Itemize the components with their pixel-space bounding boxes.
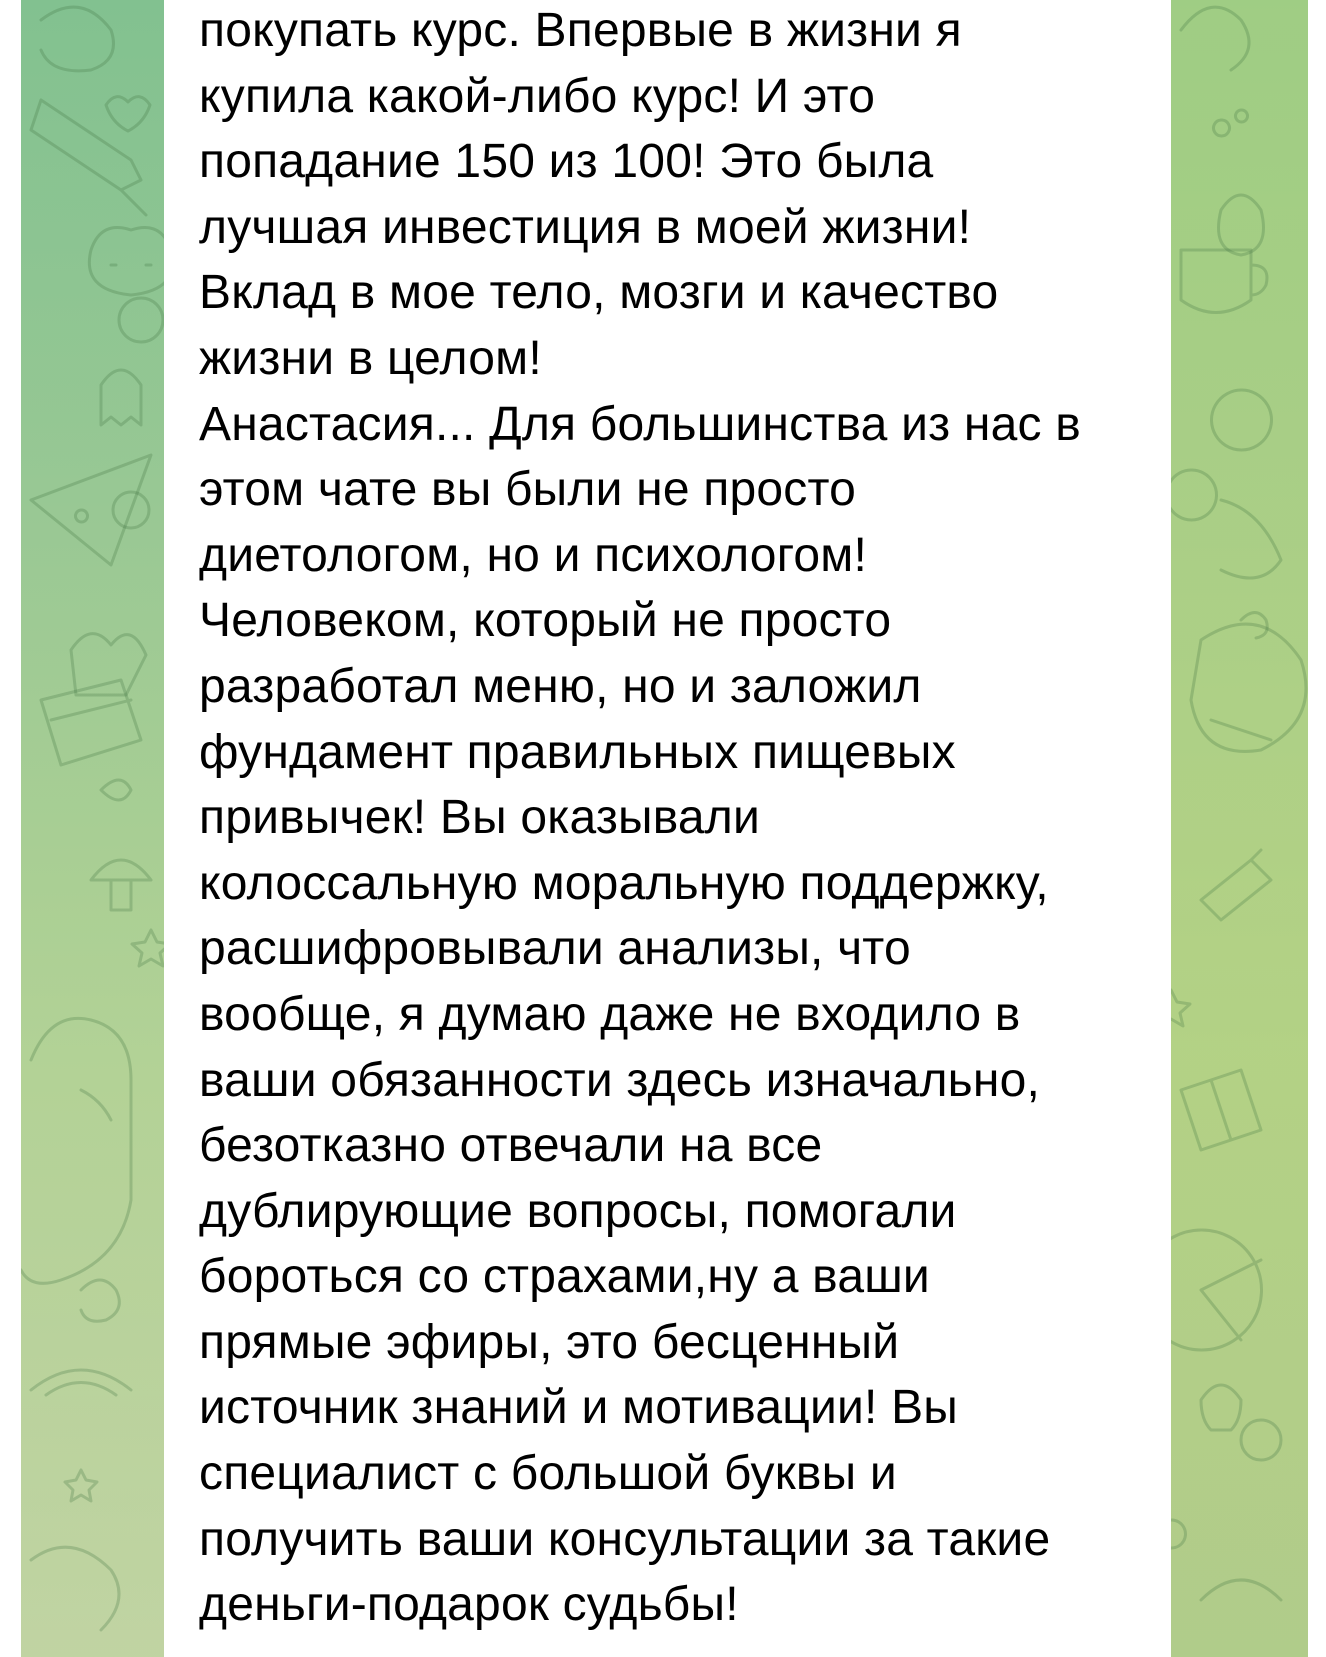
doodle-cup-icon <box>1181 250 1267 313</box>
doodle-planet-icon <box>41 7 114 71</box>
doodle-balloon-icon <box>1191 624 1306 751</box>
doodle-cup-icon <box>71 634 146 695</box>
doodle-curve-icon <box>31 1547 119 1630</box>
doodle-cookie-icon <box>1212 390 1272 450</box>
doodle-gift-icon <box>1181 1070 1261 1150</box>
doodle-bulb-icon <box>1201 1385 1241 1430</box>
doodle-swirl-icon <box>81 1280 119 1321</box>
doodle-cake-icon <box>41 680 141 765</box>
doodle-star-icon <box>65 1470 97 1501</box>
doodle-pizza-icon <box>31 455 151 565</box>
doodle-cat-icon <box>89 228 172 296</box>
doodle-dino-icon <box>21 1018 131 1283</box>
doodle-target-icon <box>1241 1420 1281 1460</box>
doodle-rainbow-icon <box>31 1370 131 1395</box>
doodle-pencil-icon <box>31 100 146 215</box>
message-text: покупать курс. Впервые в жизни я купила какой-либо курс! И это попадание 150 из 100! Это была лучшая инвестиция в моей жизни! Вклад в мое тело, мозги и качество жизни в целом! Анастасия... Для большинства из нас в этом чате вы были не просто диетологом, но и психологом! Человеком, который не просто разработал меню, но и заложил фундамент правильных пищевых привычек! Вы оказывали колоссальную моральную поддержку, расшифровывали анализы, что вообще, я думаю даже не входило в ваши обязанности здесь изначально, безотказно отвечали на все дублирующие вопросы, помогали бороться со страхами,ну а ваши прямые эфиры, это бесценный источник знаний и мотивации! Вы специалист с большой буквы и получить ваши консультации за такие деньги-подарок судьбы! <box>199 4 1081 1632</box>
doodle-paw-icon <box>1214 110 1248 136</box>
doodle-astronaut-icon <box>1167 470 1281 578</box>
doodle-leaf-icon <box>101 780 131 800</box>
doodle-mushroom-icon <box>91 860 151 910</box>
doodle-bottle-icon <box>1201 850 1271 920</box>
doodle-ghost-icon <box>101 370 141 425</box>
doodle-ring-icon <box>119 298 163 342</box>
doodle-egg-icon <box>1219 195 1264 255</box>
doodle-heart-icon <box>106 97 150 131</box>
doodle-curve-icon <box>1201 1580 1281 1600</box>
doodle-flower-icon <box>1181 7 1249 70</box>
